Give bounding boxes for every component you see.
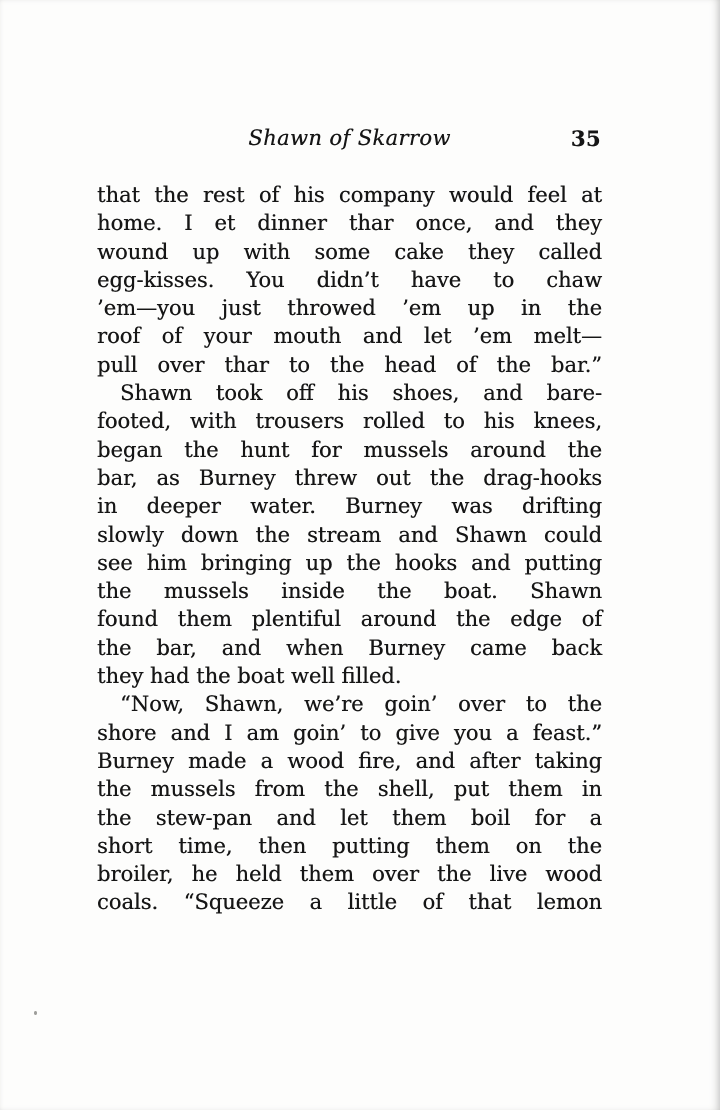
page-body <box>97 181 602 917</box>
text-line: the stew-pan and let them boil for a <box>97 805 602 830</box>
paragraph <box>97 181 602 379</box>
text-line: coals. “Squeeze a little of that lemon <box>97 890 602 915</box>
paragraph <box>97 379 602 690</box>
text-line: Burney made a wood fire, and after taking <box>97 748 602 773</box>
text-line: egg-kisses. You didn’t have to chaw <box>97 267 602 292</box>
text-line: ’em—you just throwed ’em up in the <box>97 296 602 321</box>
text-line: shore and I am goin’ to give you a feast.” <box>97 720 602 745</box>
text-line: wound up with some cake they called <box>97 239 602 264</box>
text-line: “Now, Shawn, we’re goin’ over to the <box>120 692 602 717</box>
text-line: slowly down the stream and Shawn could <box>97 522 602 547</box>
text-line: footed, with trousers rolled to his knees, <box>97 409 602 434</box>
text-line: began the hunt for mussels around the <box>97 437 602 462</box>
text-line: Shawn took off his shoes, and bare- <box>120 381 602 406</box>
text-line: in deeper water. Burney was drifting <box>97 494 602 519</box>
paragraph <box>97 690 602 916</box>
text-line: roof of your mouth and let ’em melt— <box>97 324 602 349</box>
text-line: the mussels from the shell, put them in <box>97 777 602 802</box>
text-line: the bar, and when Burney came back <box>97 635 602 660</box>
text-line: short time, then putting them on the <box>97 833 602 858</box>
text-line: bar, as Burney threw out the drag-hooks <box>97 465 602 490</box>
text-line: that the rest of his company would feel at <box>97 183 602 207</box>
running-title: Shawn of Skarrow <box>248 126 451 150</box>
page-header <box>97 126 602 150</box>
text-line: home. I et dinner thar once, and they <box>97 211 602 236</box>
text-line: the mussels inside the boat. Shawn <box>97 579 602 604</box>
text-line: broiler, he held them over the live wood <box>97 862 602 887</box>
scan-speck <box>34 1011 37 1015</box>
text-line: pull over thar to the head of the bar.” <box>97 352 602 377</box>
text-line: see him bringing up the hooks and putting <box>97 550 602 575</box>
text-line: they had the boat well filled. <box>97 664 402 689</box>
text-line: found them plentiful around the edge of <box>97 607 602 632</box>
page-number: 35 <box>570 126 601 151</box>
